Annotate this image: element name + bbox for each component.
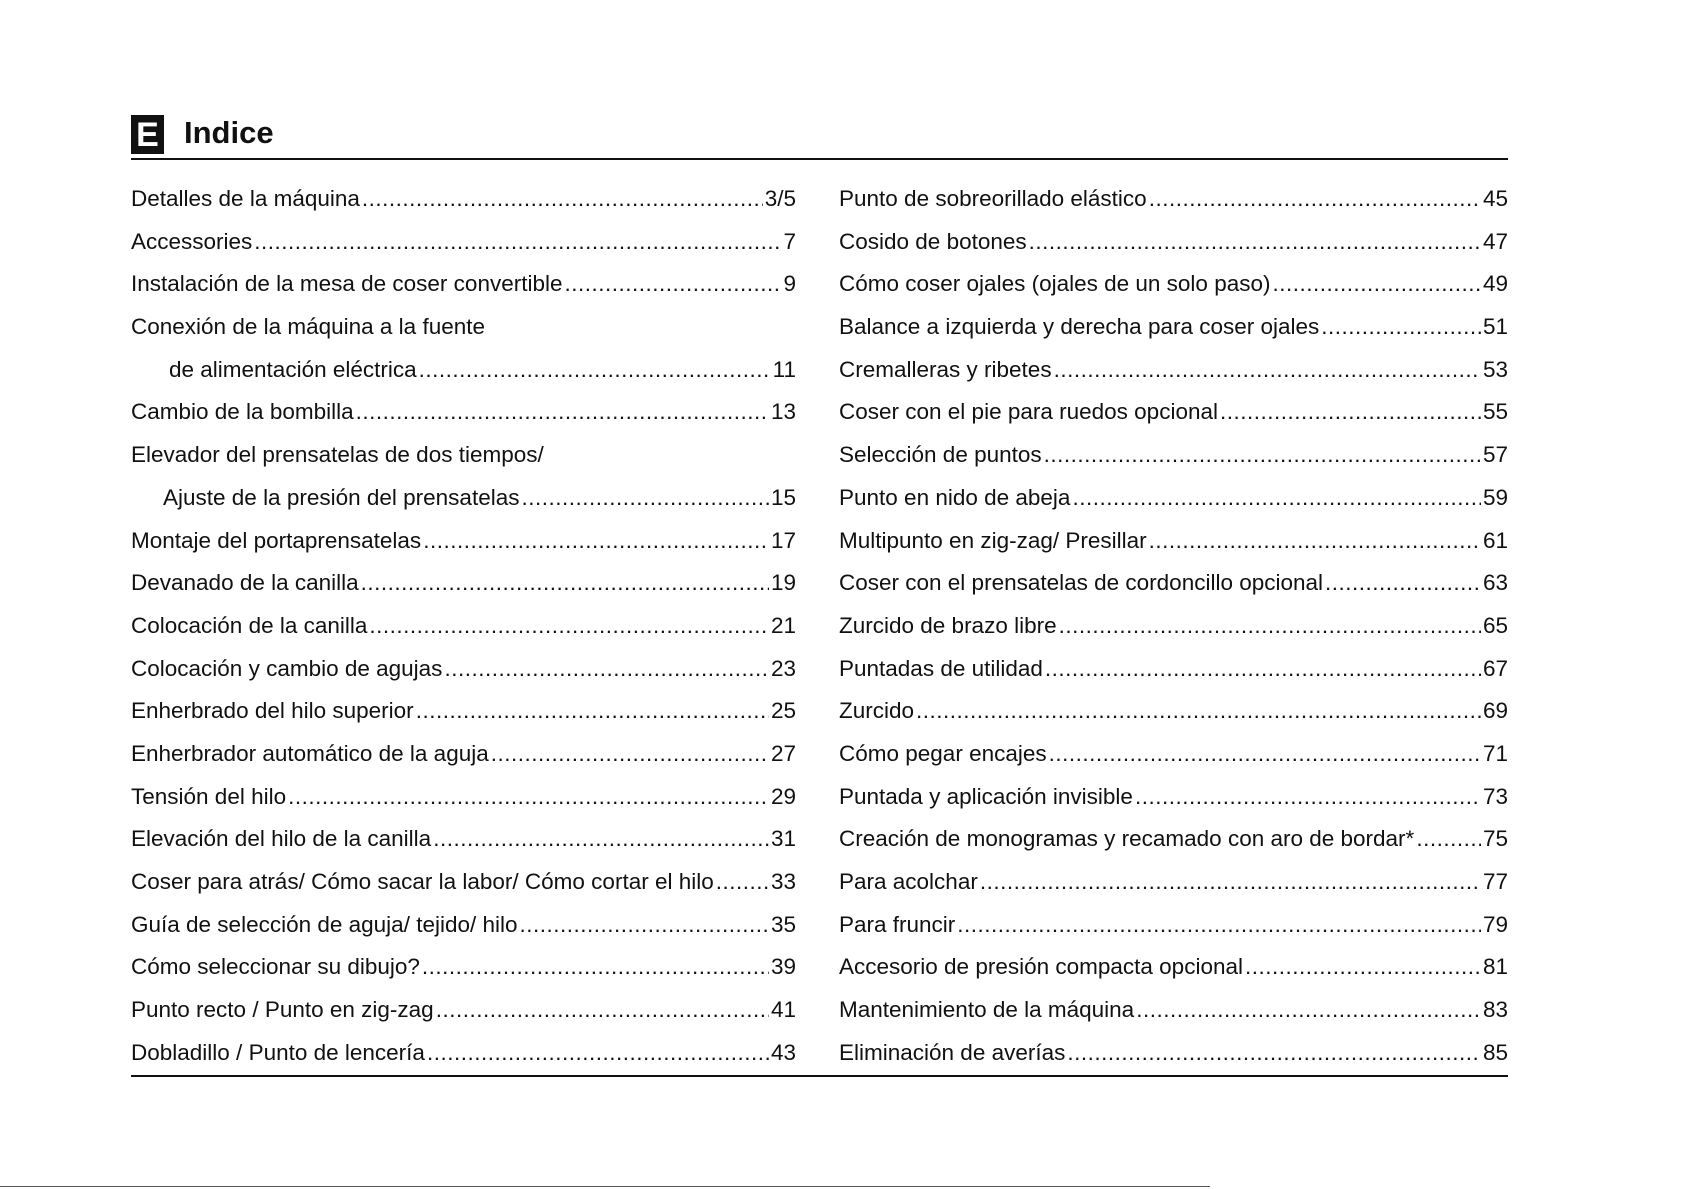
dot-leader <box>1135 776 1481 819</box>
toc-entry-label: Enherbrado del hilo superior <box>131 698 414 724</box>
toc-entry-label: Tensión del hilo <box>131 783 287 809</box>
toc-entry-label: Punto recto / Punto en zig-zag <box>131 997 434 1023</box>
toc-entry-label: Ajuste de la presión del prensatelas <box>163 484 520 510</box>
toc-entry-label: Cremalleras y ribetes <box>839 356 1052 382</box>
toc-entry[interactable] <box>839 861 1508 904</box>
toc-entry-page: 11 <box>772 356 796 382</box>
toc-entry-label: Coser con el pie para ruedos opcional <box>839 399 1218 425</box>
toc-entry-label: Accesorio de presión compacta opcional <box>839 954 1243 980</box>
toc-entry-label: Colocación de la canilla <box>131 612 368 638</box>
dot-leader <box>1045 648 1481 691</box>
toc-entry-page: 9 <box>783 271 796 297</box>
footer-divider <box>131 1075 1508 1077</box>
dot-leader <box>1044 434 1481 477</box>
toc-entry[interactable] <box>131 989 796 1032</box>
dot-leader <box>362 178 763 221</box>
dot-leader <box>444 648 769 691</box>
toc-entry[interactable] <box>839 178 1508 221</box>
dot-leader <box>491 733 769 776</box>
toc-entry-page: 21 <box>770 612 796 638</box>
dot-leader <box>422 946 769 989</box>
toc-entry[interactable] <box>131 733 796 776</box>
dot-leader <box>419 349 771 392</box>
toc-entry[interactable] <box>131 946 796 989</box>
toc-entry-page: 25 <box>770 698 796 724</box>
toc-entry[interactable] <box>839 306 1508 349</box>
toc-entry-label: Eliminación de averías <box>839 1039 1066 1065</box>
toc-entry-page: 19 <box>770 570 796 596</box>
toc-entry[interactable] <box>131 818 796 861</box>
toc-entry[interactable] <box>131 221 796 264</box>
toc-entry[interactable] <box>839 434 1508 477</box>
toc-entry-label: Multipunto en zig-zag/ Presillar <box>839 527 1147 553</box>
toc-entry-page: 63 <box>1482 570 1508 596</box>
dot-leader <box>1220 391 1481 434</box>
toc-entry-label: Cambio de la bombilla <box>131 399 354 425</box>
toc-entry-page: 3/5 <box>764 186 796 211</box>
dot-leader <box>1072 477 1481 520</box>
toc-entry-label: Montaje del portaprensatelas <box>131 527 422 553</box>
toc-entry-label: Cómo coser ojales (ojales de un solo paso) <box>839 271 1271 297</box>
dot-leader <box>1416 818 1481 861</box>
toc-entry-label: Creación de monogramas y recamado con aro de bordar* <box>839 826 1415 852</box>
toc-entry-label: Mantenimiento de la máquina <box>839 997 1135 1023</box>
toc-entry-page: 13 <box>770 399 796 425</box>
dot-leader <box>436 989 769 1032</box>
toc-entry-label: Guía de selección de aguja/ tejido/ hilo <box>131 911 518 937</box>
dot-leader <box>1272 263 1480 306</box>
toc-left-column <box>131 178 796 1074</box>
toc-entry-page: 59 <box>1482 484 1508 510</box>
dot-leader <box>916 690 1481 733</box>
toc-entry-label: Para acolchar <box>839 869 978 894</box>
toc-entry[interactable] <box>131 349 796 392</box>
toc-entry-label: de alimentación eléctrica <box>169 356 417 382</box>
toc-entry-page: 73 <box>1482 783 1508 809</box>
toc-entry-page: 53 <box>1482 356 1508 382</box>
toc-entry-label: Cómo seleccionar su dibujo? <box>131 954 420 980</box>
toc-entry-label: Elevación del hilo de la canilla <box>131 826 432 852</box>
toc-entry-page: 71 <box>1482 740 1508 766</box>
toc-entry-page: 47 <box>1482 228 1508 254</box>
toc-entry[interactable] <box>839 690 1508 733</box>
dot-leader <box>288 776 769 819</box>
dot-leader <box>1136 989 1481 1032</box>
dot-leader <box>427 1032 769 1075</box>
toc-entry[interactable] <box>839 562 1508 605</box>
page-title: Indice <box>184 115 274 150</box>
dot-leader <box>1149 178 1481 221</box>
toc-entry-label: Punto de sobreorillado elástico <box>839 186 1147 211</box>
toc-entry-page: 83 <box>1482 997 1508 1023</box>
language-badge: E <box>131 115 164 154</box>
toc-entry-page: 51 <box>1482 314 1508 340</box>
toc-entry[interactable] <box>131 605 796 648</box>
dot-leader <box>423 520 769 563</box>
toc-entry-label: Conexión de la máquina a la fuente <box>131 314 486 340</box>
toc-entry-page: 27 <box>770 740 796 766</box>
toc-entry-page: 43 <box>770 1039 796 1065</box>
toc-entry-label: Coser con el prensatelas de cordoncillo opcional <box>839 570 1324 596</box>
dot-leader <box>1245 946 1481 989</box>
toc-entry-label: Balance a izquierda y derecha para coser ojales <box>839 314 1320 340</box>
toc-entry[interactable] <box>131 690 796 733</box>
toc-entry[interactable] <box>131 434 796 477</box>
toc-entry-page: 7 <box>783 228 796 254</box>
toc-entry-page: 45 <box>1482 186 1508 211</box>
toc-entry[interactable] <box>839 946 1508 989</box>
toc-entry[interactable] <box>131 861 796 904</box>
toc-entry-label: Puntadas de utilidad <box>839 655 1043 681</box>
toc-entry-label: Dobladillo / Punto de lencería <box>131 1039 425 1065</box>
toc-entry-page: 29 <box>770 783 796 809</box>
toc-entry[interactable] <box>839 648 1508 691</box>
toc-entry-label: Accessories <box>131 228 253 254</box>
toc-entry-page: 69 <box>1482 698 1508 724</box>
toc-entry-page: 33 <box>770 869 796 894</box>
toc-entry[interactable] <box>131 520 796 563</box>
toc-entry-page: 41 <box>770 997 796 1023</box>
toc-entry-page: 35 <box>770 911 796 937</box>
dot-leader <box>980 861 1481 904</box>
toc-entry-page: 39 <box>770 954 796 980</box>
toc-entry[interactable] <box>131 391 796 434</box>
page-edge-line <box>0 1186 1210 1187</box>
toc-entry-page: 67 <box>1482 655 1508 681</box>
dot-leader <box>1067 1032 1481 1075</box>
toc-entry-page: 23 <box>770 655 796 681</box>
dot-leader <box>1325 562 1481 605</box>
toc-entry[interactable] <box>839 520 1508 563</box>
toc-entry-label: Colocación y cambio de agujas <box>131 655 443 681</box>
toc-entry[interactable] <box>131 648 796 691</box>
toc-entry-label: Puntada y aplicación invisible <box>839 783 1133 809</box>
toc-entry-label: Cómo pegar encajes <box>839 740 1047 766</box>
dot-leader <box>716 861 769 904</box>
dot-leader <box>254 221 781 264</box>
toc-entry-label: Punto en nido de abeja <box>839 484 1071 510</box>
dot-leader <box>1059 605 1481 648</box>
toc-entry[interactable] <box>839 221 1508 264</box>
toc-entry[interactable] <box>839 263 1508 306</box>
dot-leader <box>1321 306 1481 349</box>
dot-leader <box>433 818 769 861</box>
dot-leader <box>361 562 769 605</box>
toc-entry-page: 61 <box>1482 527 1508 553</box>
toc-entry-page: 79 <box>1482 911 1508 937</box>
toc-entry-label: Zurcido de brazo libre <box>839 612 1057 638</box>
toc-entry[interactable] <box>839 349 1508 392</box>
toc-entry-page: 49 <box>1482 271 1508 297</box>
toc-entry[interactable] <box>131 776 796 819</box>
dot-leader <box>1149 520 1481 563</box>
toc-entry[interactable] <box>839 776 1508 819</box>
toc-entry-label: Zurcido <box>839 698 915 724</box>
toc-entry[interactable] <box>131 306 796 349</box>
toc-entry-page: 65 <box>1482 612 1508 638</box>
toc-entry-page: 77 <box>1482 869 1508 894</box>
toc-entry-label: Detalles de la máquina <box>131 186 360 211</box>
toc-entry-label: Cosido de botones <box>839 228 1027 254</box>
toc-entry[interactable] <box>131 1032 796 1075</box>
toc-entry-label: Instalación de la mesa de coser convertible <box>131 271 563 297</box>
toc-entry[interactable] <box>839 605 1508 648</box>
toc-entry[interactable] <box>131 178 796 221</box>
toc-entry-label: Coser para atrás/ Cómo sacar la labor/ Cómo cortar el hilo <box>131 869 714 894</box>
toc-entry-page: 75 <box>1482 826 1508 852</box>
toc-entry-page: 55 <box>1482 399 1508 425</box>
dot-leader <box>1054 349 1481 392</box>
dot-leader <box>957 904 1481 947</box>
toc-entry-page: 15 <box>770 484 796 510</box>
toc-entry[interactable] <box>839 904 1508 947</box>
toc-entry-label: Selección de puntos <box>839 442 1042 468</box>
toc-entry[interactable] <box>839 391 1508 434</box>
dot-leader <box>520 904 769 947</box>
toc-entry-label: Para fruncir <box>839 911 956 937</box>
toc-entry[interactable] <box>839 733 1508 776</box>
toc-entry-page: 31 <box>770 826 796 852</box>
dot-leader <box>416 690 769 733</box>
toc-right-column <box>839 178 1508 1074</box>
toc-entry-page: 81 <box>1482 954 1508 980</box>
toc-entry[interactable] <box>839 477 1508 520</box>
toc-entry[interactable] <box>839 818 1508 861</box>
dot-leader <box>1029 221 1481 264</box>
toc-entry-label: Enherbrador automático de la aguja <box>131 740 489 766</box>
toc-entry[interactable] <box>839 989 1508 1032</box>
dot-leader <box>565 263 782 306</box>
toc-entry[interactable] <box>131 477 796 520</box>
toc-entry-page: 57 <box>1482 442 1508 468</box>
toc-entry[interactable] <box>131 263 796 306</box>
dot-leader <box>356 391 769 434</box>
toc-entry-page: 17 <box>770 527 796 553</box>
toc-entry[interactable] <box>131 904 796 947</box>
toc-entry[interactable] <box>131 562 796 605</box>
toc-entry-label: Elevador del prensatelas de dos tiempos/ <box>131 442 544 468</box>
toc-entry[interactable] <box>839 1032 1508 1075</box>
toc-entry-label: Devanado de la canilla <box>131 570 359 596</box>
dot-leader <box>521 477 768 520</box>
dot-leader <box>1049 733 1481 776</box>
page-header <box>131 114 1508 160</box>
dot-leader <box>369 605 769 648</box>
toc-entry-page: 85 <box>1482 1039 1508 1065</box>
